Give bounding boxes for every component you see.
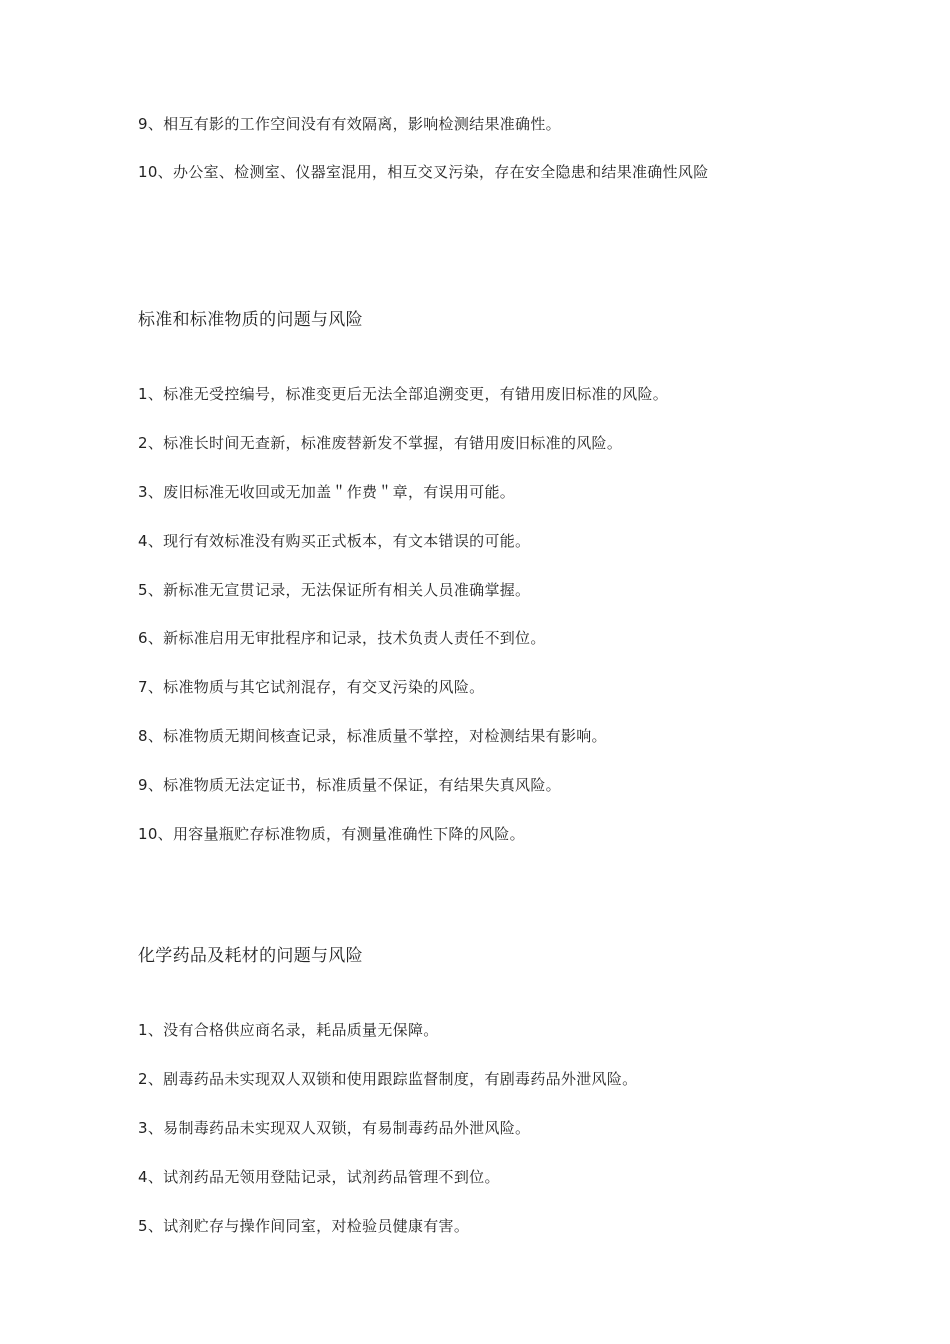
list-item: 5、试剂贮存与操作间同室，对检验员健康有害。 [138,1217,470,1235]
list-item: 3、废旧标准无收回或无加盖＂作费＂章，有误用可能。 [138,483,516,501]
list-item: 6、新标准启用无审批程序和记录，技术负责人责任不到位。 [138,629,546,647]
intro-item: 10、办公室、检测室、仪器室混用，相互交叉污染，存在安全隐患和结果准确性风险 [138,163,709,181]
list-item: 8、标准物质无期间核查记录，标准质量不掌控，对检测结果有影响。 [138,727,607,745]
section-heading-standards: 标准和标准物质的问题与风险 [138,310,363,330]
intro-item: 9、相互有影的工作空间没有有效隔离，影响检测结果准确性。 [138,115,561,133]
list-item: 10、用容量瓶贮存标准物质，有测量准确性下降的风险。 [138,825,525,843]
list-item: 1、标准无受控编号，标准变更后无法全部追溯变更，有错用废旧标准的风险。 [138,385,669,403]
list-item: 2、剧毒药品未实现双人双锁和使用跟踪监督制度，有剧毒药品外泄风险。 [138,1070,638,1088]
list-item: 2、标准长时间无查新，标准废替新发不掌握，有错用废旧标准的风险。 [138,434,623,452]
list-item: 4、试剂药品无领用登陆记录，试剂药品管理不到位。 [138,1168,500,1186]
section-heading-chemicals: 化学药品及耗材的问题与风险 [138,946,363,966]
list-item: 5、新标准无宣贯记录，无法保证所有相关人员准确掌握。 [138,581,531,599]
list-item: 9、标准物质无法定证书，标准质量不保证，有结果失真风险。 [138,776,561,794]
list-item: 1、没有合格供应商名录，耗品质量无保障。 [138,1021,439,1039]
list-item: 4、现行有效标准没有购买正式板本，有文本错误的可能。 [138,532,531,550]
list-item: 3、易制毒药品未实现双人双锁，有易制毒药品外泄风险。 [138,1119,531,1137]
list-item: 7、标准物质与其它试剂混存，有交叉污染的风险。 [138,678,485,696]
